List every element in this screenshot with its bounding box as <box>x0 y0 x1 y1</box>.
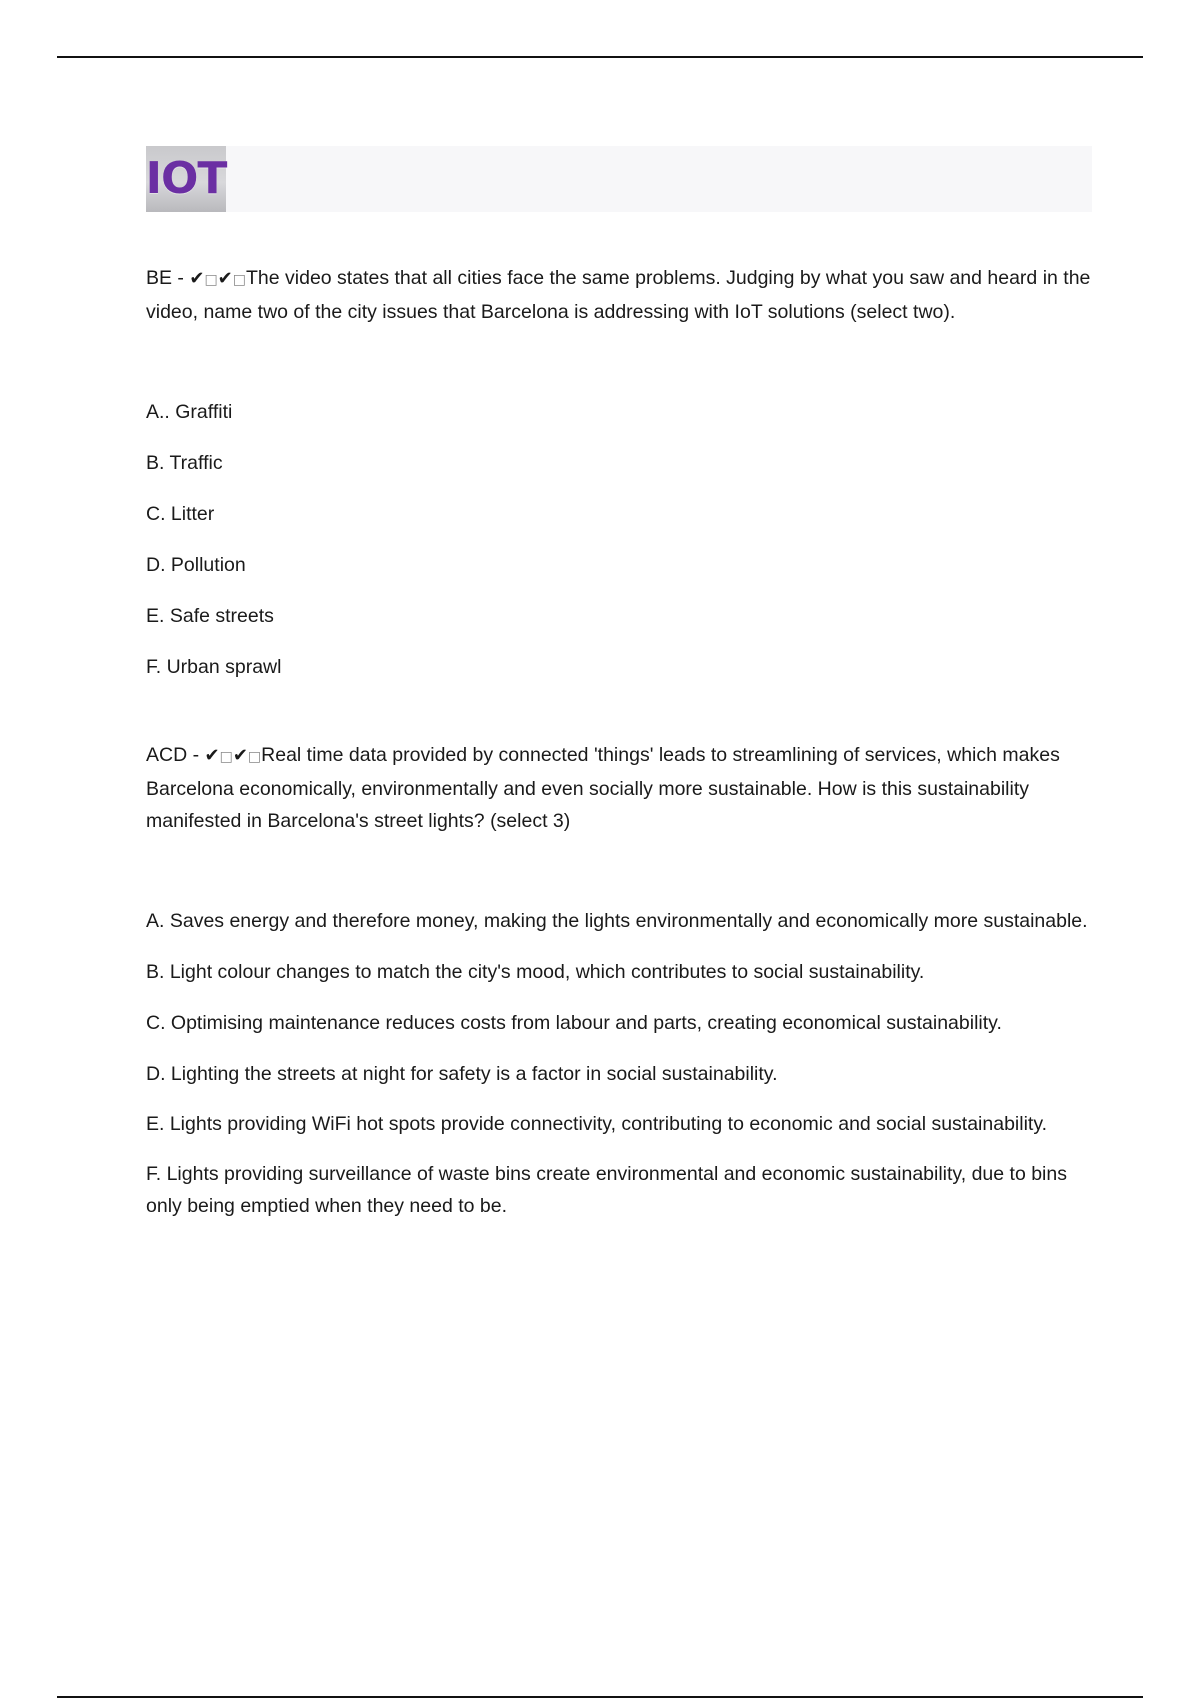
box-icon: □ <box>219 749 233 765</box>
option-item: E. Lights providing WiFi hot spots provide connectivity, contributing to economic and social sustainability. <box>146 1113 1048 1135</box>
check-icon: ✔ <box>217 268 233 289</box>
option-list <box>146 905 1092 1222</box>
option-item: C. Optimising maintenance reduces costs from labour and parts, creating economical sustainability. <box>146 1012 1002 1034</box>
option-list <box>146 396 1092 683</box>
iot-logo <box>146 146 226 212</box>
option-item: A.. Graffiti <box>146 401 233 423</box>
option-item: C. Litter <box>146 503 215 525</box>
check-icon: ✔ <box>232 745 248 766</box>
question-2 <box>146 739 1092 837</box>
option-item: A. Saves energy and therefore money, making the lights environmentally and economically more sustainable. <box>146 910 1088 932</box>
question-1 <box>146 262 1092 328</box>
option-item: F. Lights providing surveillance of waste bins create environmental and economic sustainability, due to bins only being emptied when they need to be. <box>146 1163 1067 1217</box>
question-text: The video states that all cities face the same problems. Judging by what you saw and heard in the video, name two of the city issues that Barcelona is addressing with IoT solutions (select two). <box>146 267 1091 323</box>
check-icon: ✔ <box>204 745 220 766</box>
box-icon: □ <box>204 272 218 288</box>
option-item: D. Lighting the streets at night for safety is a factor in social sustainability. <box>146 1063 778 1085</box>
document-body <box>146 262 1092 1241</box>
check-icon: ✔ <box>189 268 205 289</box>
answer-key: ACD - <box>146 744 205 766</box>
answer-key: BE - <box>146 267 190 289</box>
title-banner <box>146 146 1092 212</box>
option-item: E. Safe streets <box>146 605 274 627</box>
question-text: Real time data provided by connected 'things' leads to streamlining of services, which makes Barcelona economically, environmentally and even socially more sustainable. How is this sustainability manifested in Barcelona's street lights? (select 3) <box>146 744 1060 832</box>
option-item: B. Traffic <box>146 452 223 474</box>
option-item: F. Urban sprawl <box>146 656 282 678</box>
option-item: B. Light colour changes to match the city's mood, which contributes to social sustainability. <box>146 961 925 983</box>
box-icon: □ <box>247 749 262 765</box>
option-item: D. Pollution <box>146 554 246 576</box>
box-icon: □ <box>232 272 246 288</box>
bottom-rule <box>57 1696 1143 1698</box>
top-rule <box>57 56 1143 58</box>
logo-text: IOT <box>145 153 227 204</box>
